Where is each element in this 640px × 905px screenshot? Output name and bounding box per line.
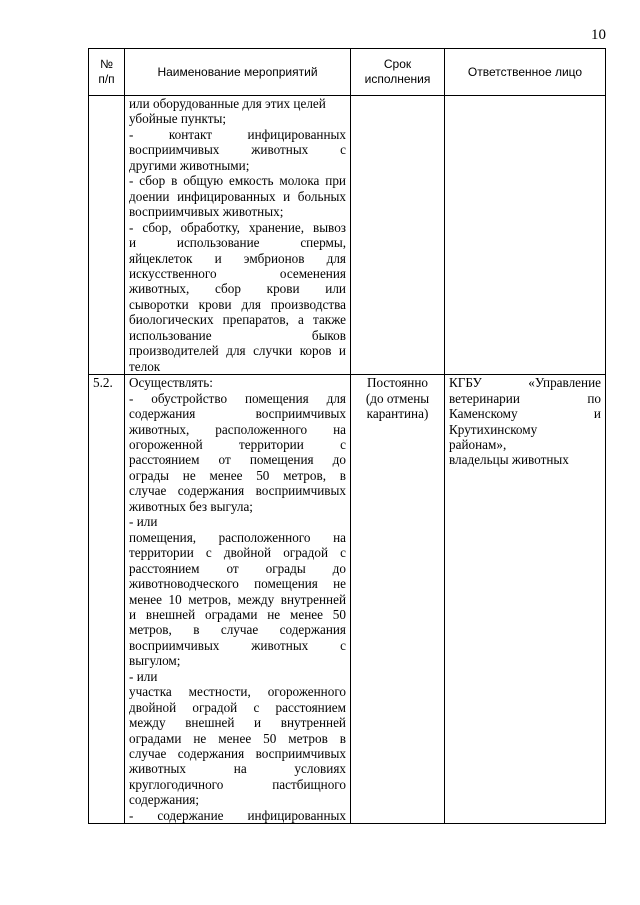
header-deadline (351, 49, 445, 96)
text-line: менее 10 метров, между внутренней (129, 591, 346, 607)
text-line: круглогодичного пастбищного (129, 776, 346, 792)
header-measure-name (125, 49, 351, 96)
table-header-row (89, 49, 606, 96)
text-line: № (100, 57, 113, 71)
text-line: расстоянием от ограды до (129, 560, 346, 576)
header-number (89, 49, 125, 96)
text-line: двойной оградой с расстоянием (129, 699, 346, 715)
text-line: (до отмены (365, 390, 430, 406)
text-line: ветеринарии по (449, 390, 601, 406)
cell-deadline-empty (351, 96, 445, 375)
text-line: - содержание инфицированных (129, 807, 346, 823)
text-line: биологических препаратов, а также (129, 312, 346, 328)
text-line: исполнения (364, 72, 431, 86)
text-line: территории с двойной оградой с (129, 545, 346, 561)
text-line: случае содержания восприимчивых (129, 746, 346, 762)
text-line: огороженной территории с (129, 436, 346, 452)
text-line: оградами не менее 50 метров в (129, 730, 346, 746)
cell-measure-text (125, 375, 351, 824)
text-line: - или (129, 514, 158, 530)
text-line: выгулом; (129, 653, 181, 669)
text-line: районам», (449, 436, 507, 452)
text-line: животных, сбор крови или (129, 281, 346, 297)
measures-table (88, 48, 606, 824)
text-line: содержания восприимчивых (129, 406, 346, 422)
text-line: животных, расположенного на (129, 421, 346, 437)
text-line: и использование спермы, (129, 235, 346, 251)
text-line: Постоянно (366, 375, 428, 391)
measure-lines (129, 375, 346, 823)
text-line: - сбор, обработку, хранение, вывоз (129, 219, 346, 235)
text-line: Крутихинскому (449, 421, 538, 437)
text-line: восприимчивых животных; (129, 204, 284, 220)
text-line: Осуществлять: (129, 375, 213, 391)
cell-measure-text-continued (125, 96, 351, 375)
text-line: восприимчивых животных с (129, 637, 346, 653)
text-line: Ответственное лицо (467, 64, 583, 79)
text-line: метров, в случае содержания (129, 622, 346, 638)
text-line: случае содержания восприимчивых (129, 483, 346, 499)
text-line: - обустройство помещения для (129, 390, 346, 406)
text-line: карантина) (366, 406, 429, 422)
text-line: ограды не менее 50 метров, в (129, 467, 346, 483)
header-measure-name-lines (127, 65, 348, 80)
text-line: сыворотки крови для производства (129, 296, 346, 312)
cell-responsible (445, 375, 606, 824)
text-line: - сбор в общую емкость молока при (129, 173, 346, 189)
text-line: и внешней оградами не менее 50 (129, 606, 346, 622)
text-line: Наименование мероприятий (157, 64, 318, 79)
cell-number-empty (89, 96, 125, 375)
cell-number: 5.2. (89, 375, 125, 824)
table-row-continued (89, 96, 606, 375)
header-number-lines (91, 57, 122, 87)
cell-responsible-empty (445, 96, 606, 375)
text-line: - или (129, 668, 158, 684)
text-line: убойные пункты; (129, 111, 227, 127)
text-line: участка местности, огороженного (129, 684, 346, 700)
text-line: использование быков (129, 327, 346, 343)
text-line: расстоянием от помещения до (129, 452, 346, 468)
text-line: производителей для случки коров и (129, 343, 346, 359)
text-line: или оборудованные для этих целей (129, 96, 326, 111)
header-responsible-lines (447, 65, 603, 80)
text-line: животных на условиях (129, 761, 346, 777)
header-responsible (445, 49, 606, 96)
deadline-lines (355, 375, 440, 421)
text-line: между внешней и внутренней (129, 715, 346, 731)
text-line: животноводческого помещения не (129, 576, 346, 592)
text-line: Срок (383, 57, 412, 71)
measure-lines-continued (129, 96, 346, 374)
cell-deadline (351, 375, 445, 824)
text-line: содержания; (129, 792, 200, 808)
text-line: доении инфицированных и больных (129, 188, 346, 204)
table-row-5-2 (89, 375, 606, 824)
text-line: другими животными; (129, 157, 250, 173)
text-line: Каменскому и (449, 406, 601, 422)
text-line: п/п (98, 72, 115, 86)
text-line: КГБУ «Управление (449, 375, 601, 391)
text-line: искусственного осеменения (129, 265, 346, 281)
header-deadline-lines (353, 57, 442, 87)
text-line: телок (129, 358, 161, 374)
text-line: яйцеклеток и эмбрионов для (129, 250, 346, 266)
text-line: помещения, расположенного на (129, 529, 346, 545)
text-line: восприимчивых животных с (129, 142, 346, 158)
responsible-lines (449, 375, 601, 468)
text-line: владельцы животных (449, 452, 569, 468)
text-line: - контакт инфицированных (129, 126, 346, 142)
text-line: животных без выгула; (129, 498, 253, 514)
page-number: 10 (591, 27, 606, 43)
